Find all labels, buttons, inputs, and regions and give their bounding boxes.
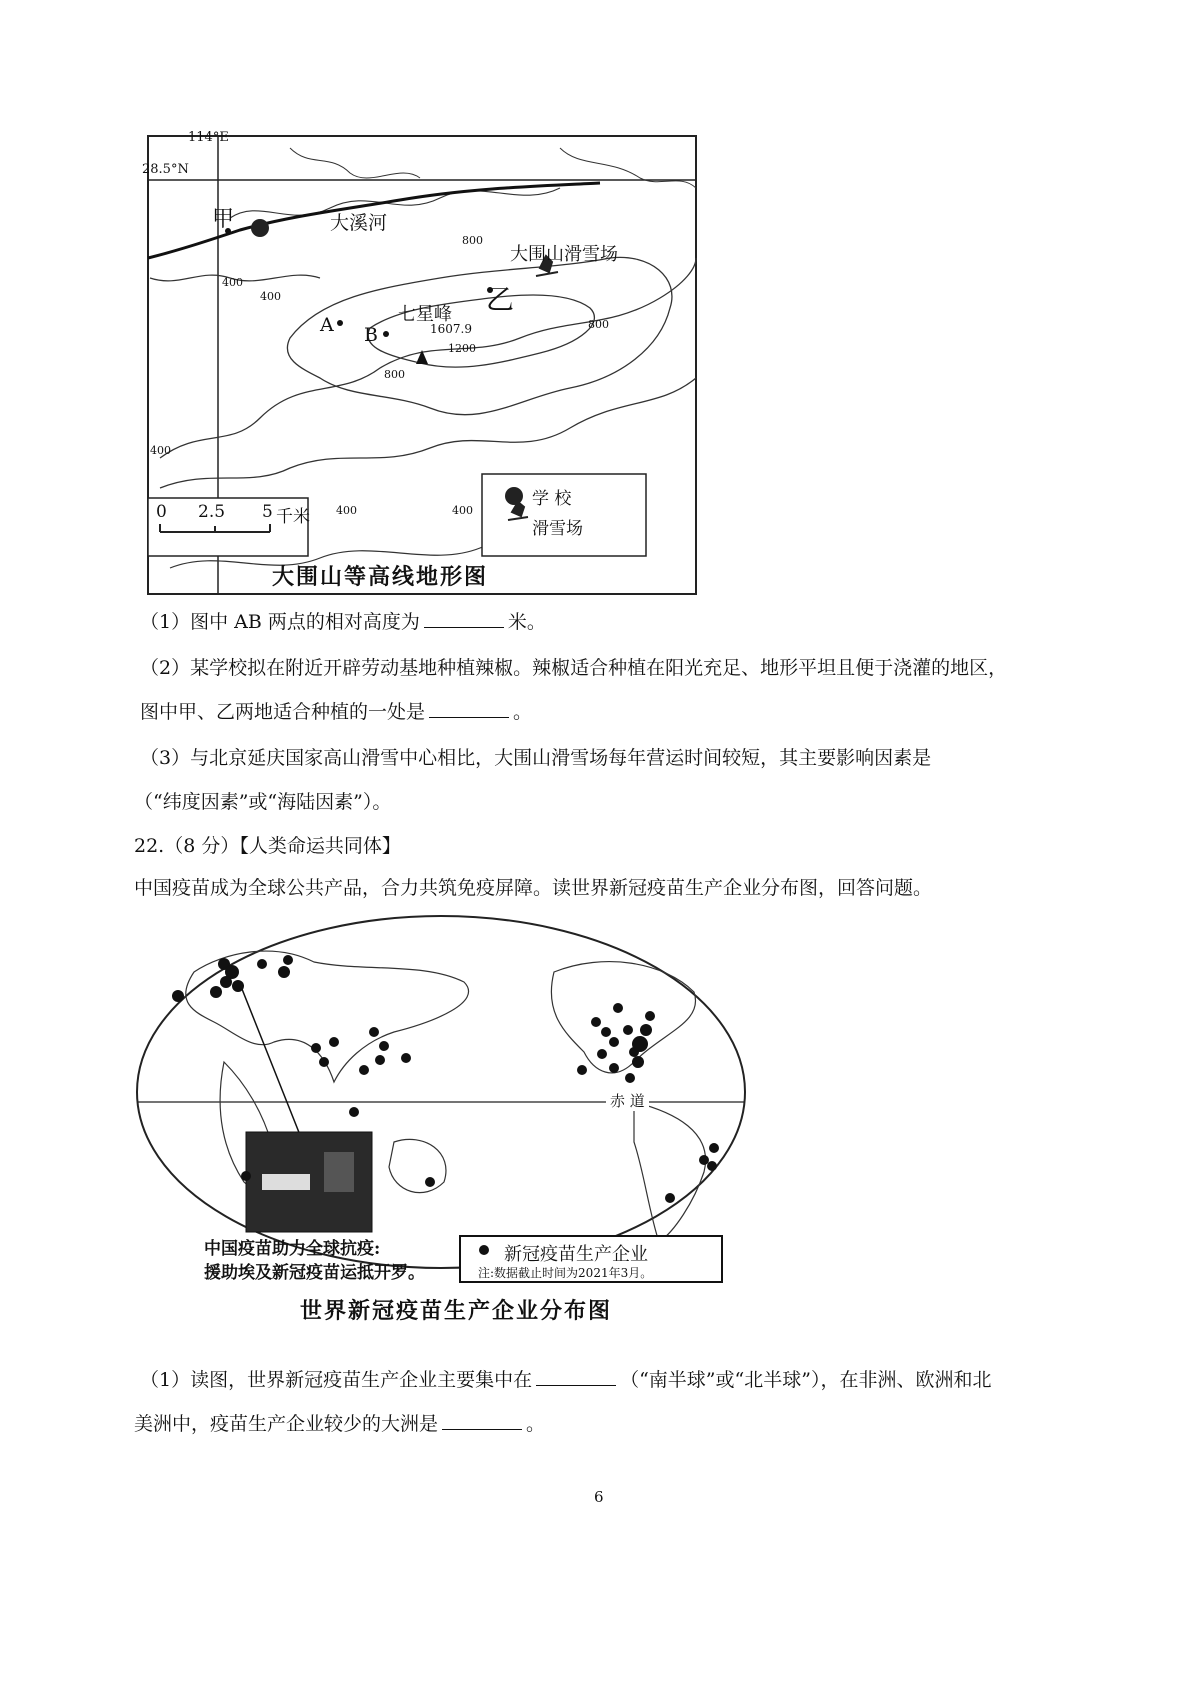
point-a: A xyxy=(320,314,334,336)
contour-label-400: 400 xyxy=(260,290,281,303)
contour-label-400: 400 xyxy=(452,504,473,517)
point-b: B xyxy=(364,324,378,346)
answer-blank[interactable] xyxy=(429,699,509,718)
scale-unit: 千米 xyxy=(276,507,310,527)
q22-1-suffix: （“南半球”或“北半球”），在非洲、欧洲和北 xyxy=(620,1369,992,1391)
longitude-label: 114°E xyxy=(188,130,229,145)
q21-1-text: （1）图中 AB 两点的相对高度为 xyxy=(140,611,420,633)
photo-caption-line1: 中国疫苗助力全球抗疫: xyxy=(204,1239,381,1259)
world-map-figure xyxy=(134,912,748,1286)
river-label: 大溪河 xyxy=(330,212,388,234)
q21-3-line1: （3）与北京延庆国家高山滑雪中心相比，大围山滑雪场每年营运时间较短，其主要影响因素是 xyxy=(140,747,932,769)
world-map xyxy=(134,912,748,1286)
photo-caption-line2: 援助埃及新冠疫苗运抵开罗。 xyxy=(204,1263,425,1283)
q21-2-line2 xyxy=(140,698,532,726)
ski-area-label: 大围山滑雪场 xyxy=(510,244,618,265)
q21-1 xyxy=(140,608,546,636)
q21-1-suffix: 米。 xyxy=(507,611,546,633)
contour-map-caption: 大围山等高线地形图 xyxy=(272,565,489,590)
contour-label-800: 800 xyxy=(588,318,609,331)
peak-label: 七星峰 xyxy=(398,304,452,325)
scale-tick-0: 0 xyxy=(156,502,167,522)
q22-heading: 22.（8 分）【人类命运共同体】 xyxy=(134,835,401,857)
q21-2-line1: （2）某学校拟在附近开辟劳动基地种植辣椒。辣椒适合种植在阳光充足、地形平坦且便于浇灌的地区， xyxy=(140,657,1008,679)
q22-intro: 中国疫苗成为全球公共产品，合力共筑免疫屏障。读世界新冠疫苗生产企业分布图，回答问题。 xyxy=(134,877,933,899)
q22-1b-text: 美洲中，疫苗生产企业较少的大洲是 xyxy=(134,1413,439,1435)
contour-map-figure xyxy=(140,128,700,600)
q21-2-text: 图中甲、乙两地适合种植的一处是 xyxy=(140,701,426,723)
legend-note: 注:数据截止时间为2021年3月。 xyxy=(478,1266,653,1280)
point-yi: 乙 xyxy=(486,283,515,316)
contour-label-800: 800 xyxy=(462,234,483,247)
answer-blank[interactable] xyxy=(536,1367,616,1386)
scale-tick-5: 5 xyxy=(262,502,273,522)
point-jia: 甲 xyxy=(212,207,235,232)
q21-3-line2: （“纬度因素”或“海陆因素”）。 xyxy=(134,791,392,813)
contour-map xyxy=(140,128,700,600)
page-number: 6 xyxy=(594,1488,604,1506)
q22-1-line1 xyxy=(140,1366,991,1394)
world-map-caption: 世界新冠疫苗生产企业分布图 xyxy=(300,1299,613,1324)
contour-label-400: 400 xyxy=(222,276,243,289)
contour-label-400: 400 xyxy=(336,504,357,517)
q21-2-suffix: 。 xyxy=(513,701,533,723)
contour-label-400: 400 xyxy=(150,444,171,457)
legend-school-label: 学 校 xyxy=(532,489,572,509)
q22-1-text: （1）读图，世界新冠疫苗生产企业主要集中在 xyxy=(140,1369,533,1391)
contour-label-1200: 1200 xyxy=(448,342,476,355)
legend-enterprise-label: 新冠疫苗生产企业 xyxy=(504,1244,648,1265)
latitude-label: 28.5°N xyxy=(142,162,189,177)
answer-blank[interactable] xyxy=(442,1411,522,1430)
q22-1b-suffix: 。 xyxy=(526,1413,546,1435)
equator-label: 赤 道 xyxy=(606,1090,649,1111)
q22-1-line2 xyxy=(134,1410,545,1438)
scale-tick-2.5: 2.5 xyxy=(198,502,226,522)
answer-blank[interactable] xyxy=(424,609,504,628)
peak-elevation: 1607.9 xyxy=(430,322,472,336)
contour-label-800: 800 xyxy=(384,368,405,381)
legend-ski-label: 滑雪场 xyxy=(532,519,583,539)
